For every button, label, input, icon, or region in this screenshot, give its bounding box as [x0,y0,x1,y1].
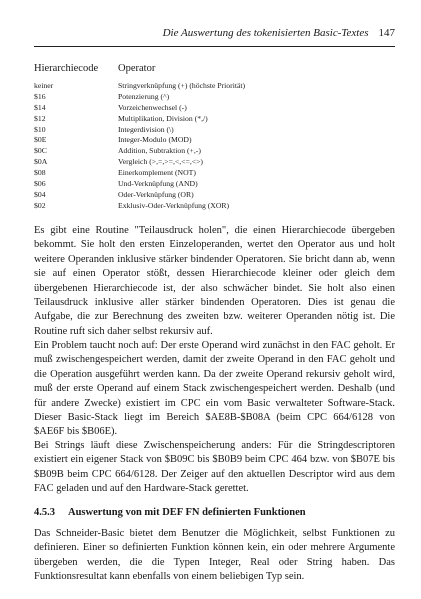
section-heading [34,507,306,518]
hierarchy-code: $16 [34,91,46,101]
table-row [34,135,395,146]
operator-description: Stringverknüpfung (+) (höchste Priorität) [118,81,246,90]
table-header [34,63,155,74]
table-row [34,190,395,201]
section-number: 4.5.3 [34,507,55,518]
hierarchy-code: $14 [34,102,46,112]
hierarchy-code: $06 [34,179,46,189]
header-rule [34,46,395,47]
operator-table [34,81,395,212]
hierarchy-code: $08 [34,168,46,178]
running-header-title: Die Auswertung des tokenisierten Basic-Textes [162,27,369,39]
page-number: 147 [378,27,395,39]
hierarchy-code: keiner [34,81,54,90]
table-row [34,168,395,179]
operator-description: Integerdivision (\) [118,124,174,134]
paragraph-teilausdruck: Es gibt eine Routine "Teilausdruck holen", die einen Hierarchiecode übergeben bekommt. Sie holt den ersten Einzeloperanden, wertet den Operator aus und holt weitere Operanden inklusive stärker bindender Operatoren. Sie bricht dann ab, wenn sie auf einen Operator stößt, dessen Hierarchiecode kleiner oder gleich dem übergebenen Hierarchiecode ist, der also schwächer bindet. Sie holt also einen Teilausdruck inklusive aller stärker bindenden Operatoren. Dies ist genau die Aufgabe, die zur Berechnung des zweiten bzw. weiterer Operanden nötig ist. Die Routine ruft sich daher selbst rekursiv auf. [34,225,395,337]
table-row [34,146,395,157]
running-header [34,27,395,43]
paragraph-strings: Bei Strings läuft diese Zwischenspeicherung anders: Für die Stringdescriptoren existiert ein eigener Stack von $B09C bis $B0B9 beim CPC 464 bzw. von $B07E bis $B09B beim CPC 664/6128. Der Zeiger auf den aktuellen Descriptor wird aus dem FAC geladen und auf den Hardware-Stack gerettet. [34,440,395,495]
table-row [34,157,395,168]
hierarchy-code: $0C [34,146,47,156]
operator-description: Integer-Modulo (MOD) [118,135,192,145]
table-row [34,201,395,212]
operator-description: Potenzierung (^) [118,91,170,101]
operator-description: Einerkomplement (NOT) [118,168,196,178]
hierarchy-code: $02 [34,200,46,210]
table-row [34,114,395,125]
operator-description: Vorzeichenwechsel (-) [118,102,187,112]
section-title: Auswertung von mit DEF FN definierten Funktionen [68,507,306,518]
hierarchy-code: $0E [34,135,47,145]
paragraph-def-fn: Das Schneider-Basic bietet dem Benutzer die Möglichkeit, selbst Funktionen zu definieren. Einer so definierten Funktion können kein, ein oder mehrere Argumente übergeben werden, die die Typen Integer, Real oder String haben. Das Funktionsresultat kann ebenfalls von einem beliebigen Typ sein. [34,528,395,583]
hierarchy-code: $10 [34,124,46,134]
operator-description: Multiplikation, Division (*,/) [118,113,208,123]
table-row [34,103,395,114]
table-row [34,92,395,103]
hierarchy-code: $0A [34,157,48,167]
table-row [34,81,395,92]
table-row [34,179,395,190]
table-row [34,125,395,136]
hierarchy-code: $12 [34,113,46,123]
column-header-operator: Operator [118,63,156,74]
hierarchy-code: $04 [34,189,46,199]
paragraph-stack: Ein Problem taucht noch auf: Der erste Operand wird zunächst in den FAC geholt. Er muß zwischengespeichert werden, damit der zweite Operand in den FAC geholt und die Operation ausgeführt werden kann. Da der zweite Operand rekursiv geholt wird, muß der erste Operand auf einem Stack zwischengespeichert werden. Deshalb (und für andere Zwecke) existiert im CPC ein vom Basic verwalteter Software-Stack. Dieser Basic-Stack liegt im Bereich $AE8B-$B08A (beim CPC 664/6128 von $AE6F bis $B06E). [34,340,395,438]
column-header-hierarchiecode: Hierarchiecode [34,63,99,74]
operator-description: Vergleich (>,=,>=,<,<=,<>) [118,157,203,167]
operator-description: Und-Verknüpfung (AND) [118,179,198,189]
operator-description: Addition, Subtraktion (+,-) [118,146,201,156]
operator-description: Exklusiv-Oder-Verknüpfung (XOR) [118,200,230,210]
operator-description: Oder-Verknüpfung (OR) [118,189,194,199]
